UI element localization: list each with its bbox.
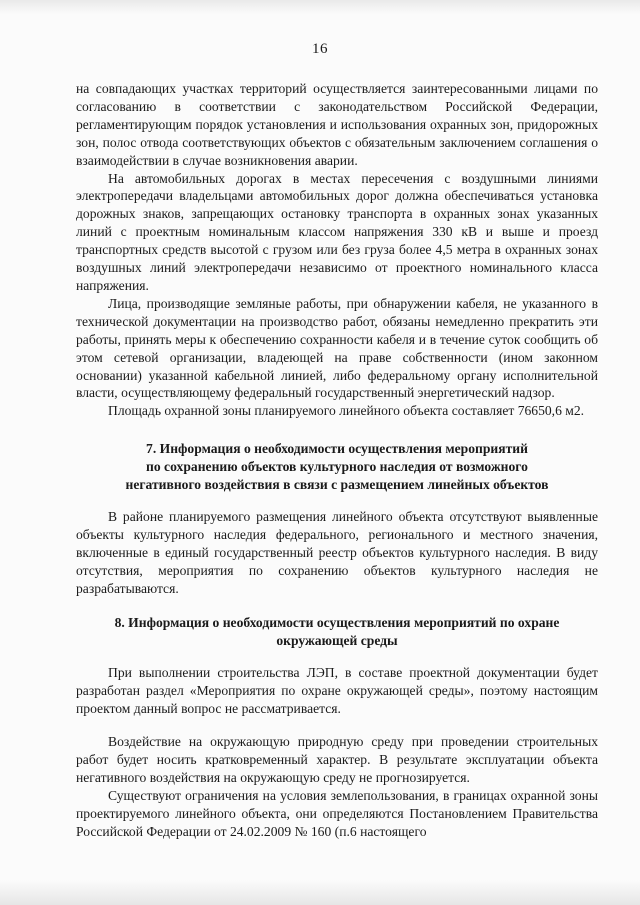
section-7-heading	[76, 440, 598, 494]
section-8-paragraph-2: Воздействие на окружающую природную среду при проведении строительных работ будет носить кратковременный характер. В результате эксплуатации объекта негативного воздействия на окружающую среду не прогнозируется.	[76, 734, 598, 786]
paragraph-earthworks: Лица, производящие земляные работы, при обнаружении кабеля, не указанного в технической документации на производство работ, обязаны немедленно прекратить эти работы, принять меры к обеспечению сохранности кабеля и в течение суток сообщить об этом сетевой организации, владеющей на праве собственности (ином законном основании) указанной кабельной линией, либо федеральному органу исполнительной власти, осуществляющему федеральный государственный энергетический надзор.	[76, 295, 598, 401]
section-7-heading-line-2: по сохранению объектов культурного наследия от возможного	[146, 459, 528, 475]
document-body	[76, 80, 598, 841]
section-7-heading-line-1: 7. Информация о необходимости осуществления мероприятий	[146, 441, 528, 457]
section-7-heading-line-3: негативного воздействия в связи с размещением линейных объектов	[125, 477, 549, 493]
section-8-heading	[76, 614, 598, 650]
paragraph-road-crossings: На автомобильных дорогах в местах пересечения с воздушными линиями электропередачи владельцами автомобильных дорог должна обеспечиваться установка дорожных знаков, запрещающих остановку транспорта в охранных зонах указанных линий с проектным номинальным классом напряжения 330 кВ и выше и проезд транспортных средств высотой с грузом или без груза более 4,5 метра в охранных зонах воздушных линий электропередачи независимо от проектного номинального класса напряжения.	[76, 170, 598, 293]
paragraph-continuation: на совпадающих участках территорий осуществляется заинтересованными лицами по согласованию в соответствии с законодательством Российской Федерации, регламентирующим порядок установления и использования охранных зон, придорожных зон, полос отвода соответствующих объектов с обязательным заключением соглашения о взаимодействии в случае возникновения аварии.	[76, 81, 598, 168]
page-number: 16	[312, 41, 328, 57]
section-7-paragraph: В районе планируемого размещения линейного объекта отсутствуют выявленные объекты культурного наследия федерального, регионального и местного значения, включенные в единый государственный реестр объектов культурного наследия. В виду отсутствия, мероприятия по сохранению объектов культурного наследия не разрабатываются.	[76, 509, 598, 596]
section-8-paragraph-3: Существуют ограничения на условия землепользования, в границах охранной зоны проектируемого линейного объекта, они определяются Постановлением Правительства Российской Федерации от 24.02.2009 № 160 (п.6 настоящего	[76, 788, 598, 839]
paragraph-protected-area: Площадь охранной зоны планируемого линейного объекта составляет 76650,6 м2.	[108, 403, 585, 419]
section-8-heading-line-1: 8. Информация о необходимости осуществления мероприятий по охране	[114, 614, 560, 630]
section-8-heading-line-2: окружающей среды	[276, 632, 398, 648]
section-8-paragraph-1: При выполнении строительства ЛЭП, в составе проектной документации будет разработан раздел «Мероприятия по охране окружающей среды», поэтому настоящим проектом данный вопрос не рассматривается.	[76, 664, 598, 716]
